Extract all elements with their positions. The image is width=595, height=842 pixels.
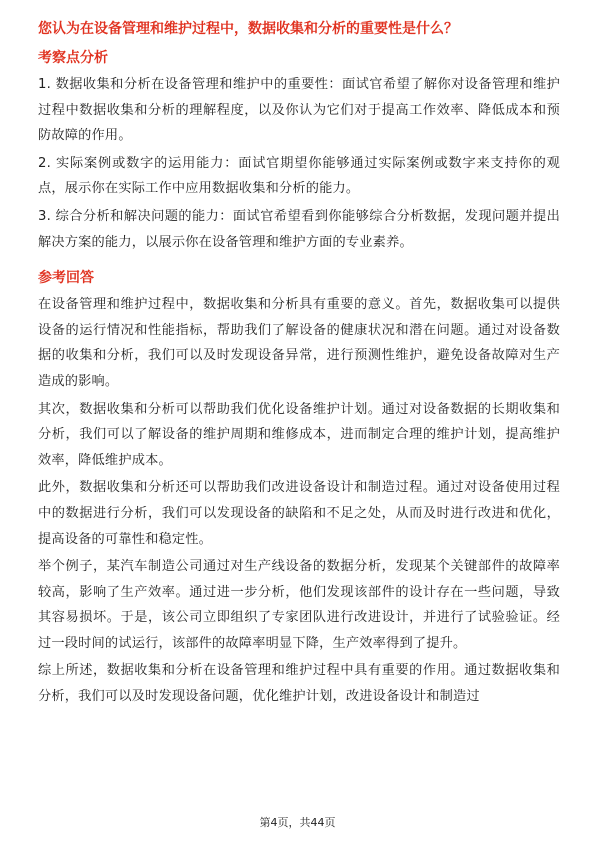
answer-paragraph: 综上所述，数据收集和分析在设备管理和维护过程中具有重要的作用。通过数据收集和分析，我们可以及时发现设备问题，优化维护计划，改进设备设计和制造过 — [38, 663, 560, 705]
answer-heading: 参考回答 — [38, 270, 94, 287]
answer-paragraph: 其次，数据收集和分析可以帮助我们优化设备维护计划。通过对设备数据的长期收集和分析，我们可以了解设备的维护周期和维修成本，进而制定合理的维护计划，提高维护效率，降低维护成本。 — [38, 401, 560, 468]
analysis-heading: 考察点分析 — [38, 50, 108, 66]
answer-paragraph: 此外，数据收集和分析还可以帮助我们改进设备设计和制造过程。通过对设备使用过程中的数据进行分析，我们可以发现设备的缺陷和不足之处，从而及时进行改进和优化，提高设备的可靠性和稳定性。 — [38, 480, 560, 547]
analysis-list — [38, 72, 560, 255]
answer-paragraph: 举个例子，某汽车制造公司通过对生产线设备的数据分析，发现某个关键部件的故障率较高，影响了生产效率。通过进一步分析，他们发现该部件的设计存在一些问题，导致其容易损坏。于是，该公司立即组织了专家团队进行改进设计，并进行了试验验证。经过一段时间的试运行，该部件的故障率明显下降，生产效率得到了提升。 — [38, 559, 560, 651]
analysis-item: 2. 实际案例或数字的运用能力：面试官期望你能够通过实际案例或数字来支持你的观点，展示你在实际工作中应用数据收集和分析的能力。 — [38, 155, 560, 197]
answer-paragraph: 在设备管理和维护过程中，数据收集和分析具有重要的意义。首先，数据收集可以提供设备的运行情况和性能指标，帮助我们了解设备的健康状况和潜在问题。通过对设备数据的收集和分析，我们可以及时发现设备异常，进行预测性维护，避免设备故障对生产造成的影响。 — [38, 297, 560, 389]
page-number: 第4页，共44页 — [259, 816, 336, 829]
analysis-item: 1. 数据收集和分析在设备管理和维护中的重要性：面试官希望了解你对设备管理和维护过程中数据收集和分析的理解程度，以及你认为它们对于提高工作效率、降低成本和预防故障的作用。 — [38, 77, 560, 144]
question-title: 您认为在设备管理和维护过程中，数据收集和分析的重要性是什么？ — [38, 21, 458, 37]
analysis-item: 3. 综合分析和解决问题的能力：面试官希望看到你能够综合分析数据，发现问题并提出解决方案的能力，以展示你在设备管理和维护方面的专业素养。 — [38, 208, 560, 250]
answer-body — [38, 292, 560, 710]
document-page — [38, 18, 560, 712]
